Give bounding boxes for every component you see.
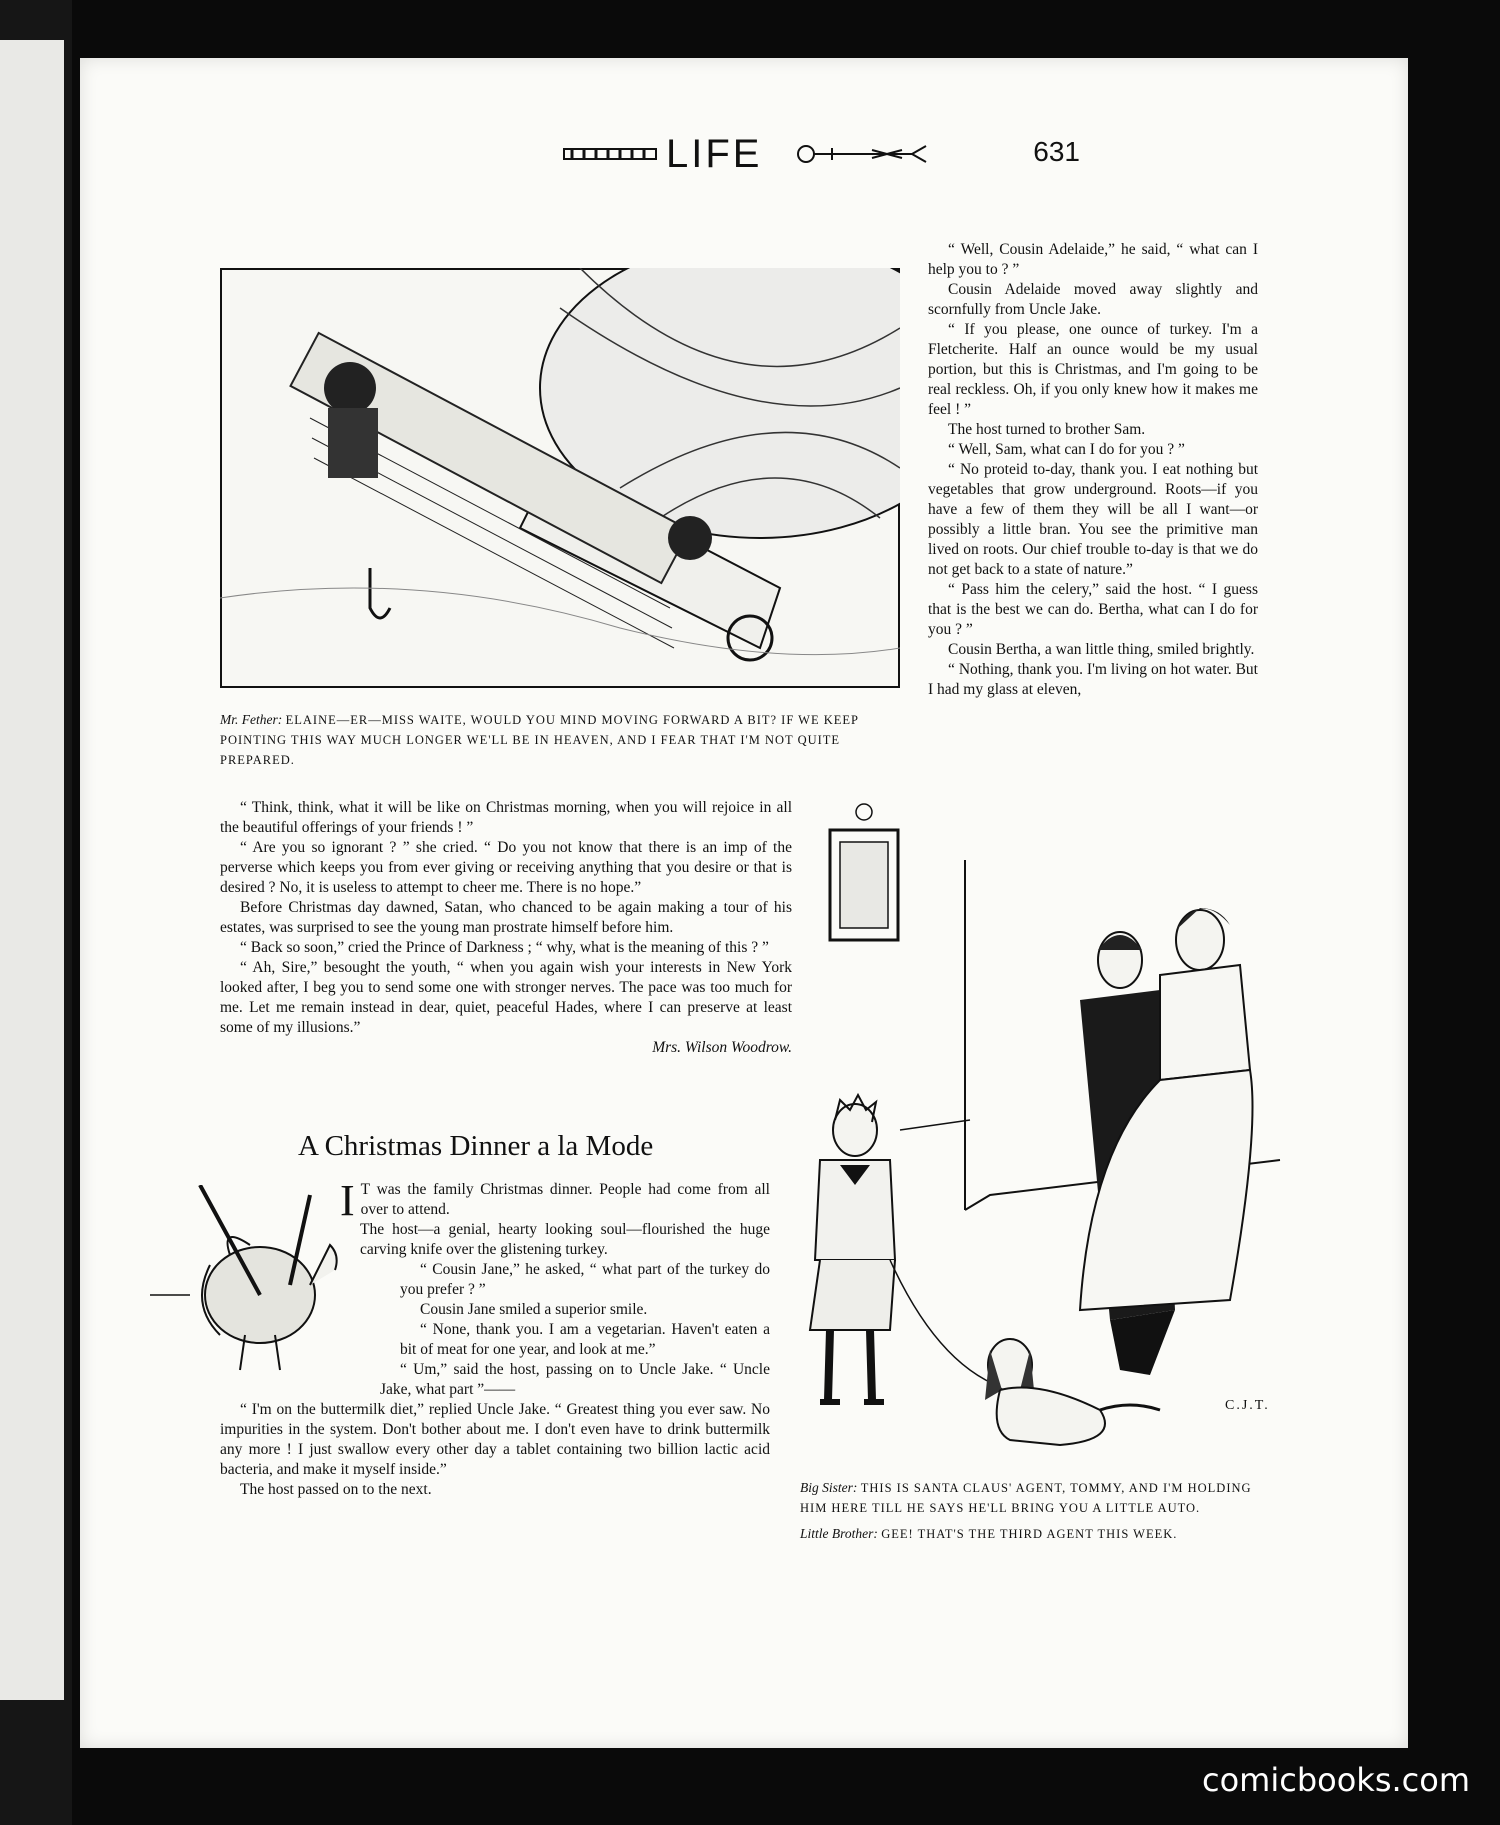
dinner-story-opening	[340, 1176, 770, 1225]
story-title: A Christmas Dinner a la Mode	[298, 1130, 654, 1162]
page-number: 631	[1033, 136, 1080, 167]
story-line: “ None, thank you. I am a vegetarian. Haven't eaten a bit of meat for one year, and look at me.”	[400, 1321, 770, 1358]
family-caption	[800, 1478, 1280, 1544]
page-header	[560, 132, 1080, 182]
story-paragraph: “ Think, think, what it will be like on Christmas morning, when you will rejoice in all the beautiful offerings of your friends ! ”	[220, 799, 792, 836]
story-line: “ Um,” said the host, passing on to Uncle Jake. “ Uncle Jake, what part ”——	[380, 1361, 770, 1398]
caption-speaker: Big Sister:	[800, 1480, 858, 1495]
story-line: “ I'm on the buttermilk diet,” replied Uncle Jake. “ Greatest thing you ever saw. No impurities in the system. Don't bother about me. I don't even have to drink buttermilk any more ! I just swallow every other day a tablet containing two billion lactic acid bacteria, and make it myself inside.”	[220, 1401, 770, 1478]
caption-text: GEE! THAT'S THE THIRD AGENT THIS WEEK.	[881, 1527, 1178, 1541]
story-paragraph: “ If you please, one ounce of turkey. I'm a Fletcherite. Half an ounce would be my usual portion, but this is Christmas, and I'm going to be real reckless. Oh, if you only knew how it makes me feel ! ”	[928, 321, 1258, 418]
caption-speaker: Mr. Fether:	[220, 712, 283, 727]
family-illustration	[780, 790, 1300, 1470]
story-paragraph: “ Ah, Sire,” besought the youth, “ when you again wish your interests in New York looked after, I beg you to send some one with stronger nerves. The pace was too much for me. Let me remain instead in dear, quiet, peaceful Hades, where I can preserve at least some of my illusions.”	[220, 959, 792, 1036]
story-line: “ Cousin Jane,” he asked, “ what part of the turkey do you prefer ? ”	[400, 1261, 770, 1298]
story-paragraph: Before Christmas day dawned, Satan, who chanced to be again making a tour of his estates, was surprised to see the young man prostrate himself before him.	[220, 899, 792, 936]
satan-story	[220, 798, 792, 1058]
story-paragraph: “ No proteid to-day, thank you. I eat nothing but vegetables that grow underground. Roots—if you have a few of them they will be all I want—or possibly a little bran. You see the primitive man lived on roots. Our chief trouble to-day is that we do not get back to a state of nature.”	[928, 461, 1258, 578]
airship-caption	[220, 710, 910, 770]
facing-page-edge	[0, 40, 64, 1700]
story-paragraph: “ Well, Cousin Adelaide,” he said, “ what can I help you to ? ”	[928, 241, 1258, 278]
airship-drawing	[220, 268, 900, 688]
artist-signature: C.J.T.	[1225, 1398, 1270, 1413]
header-ornament-left-icon	[560, 144, 660, 164]
caption-text: THIS IS SANTA CLAUS' AGENT, TOMMY, AND I'M HOLDING HIM HERE TILL HE SAYS HE'LL BRING YOU A LITTLE AUTO.	[800, 1481, 1252, 1515]
story-paragraph: “ Pass him the celery,” said the host. “ I guess that is the best we can do. Bertha, what can I do for you ? ”	[928, 581, 1258, 638]
caption-line-little-brother	[800, 1524, 1280, 1544]
story-paragraph: Cousin Bertha, a wan little thing, smiled brightly.	[948, 641, 1255, 658]
story-line: T was the family Christmas dinner. People had come from all over to attend.	[360, 1181, 770, 1218]
caption-speaker: Little Brother:	[800, 1526, 878, 1541]
caption-line-big-sister	[800, 1478, 1280, 1518]
caption-text: ELAINE—ER—MISS WAITE, WOULD YOU MIND MOVING FORWARD A BIT? IF WE KEEP POINTING THIS WAY MUCH LONGER WE'LL BE IN HEAVEN, AND I FEAR THAT I'M NOT QUITE PREPARED.	[220, 713, 859, 767]
watermark: comicbooks.com	[1201, 1761, 1470, 1799]
author-signature: Mrs. Wilson Woodrow.	[652, 1039, 792, 1056]
story-paragraph: The host turned to brother Sam.	[948, 421, 1146, 438]
right-column-text	[928, 240, 1258, 700]
family-drawing	[780, 790, 1300, 1470]
story-paragraph: “ Nothing, thank you. I'm living on hot water. But I had my glass at eleven,	[928, 661, 1258, 698]
story-paragraph: “ Well, Sam, what can I do for you ? ”	[948, 441, 1185, 458]
story-paragraph: Cousin Adelaide moved away slightly and scornfully from Uncle Jake.	[928, 281, 1258, 318]
story-line: The host passed on to the next.	[240, 1481, 432, 1498]
story-line: Cousin Jane smiled a superior smile.	[420, 1301, 648, 1318]
story-line: The host—a genial, hearty looking soul—flourished the huge carving knife over the glistening turkey.	[360, 1221, 770, 1258]
dinner-story	[220, 1176, 770, 1500]
story-paragraph: “ Are you so ignorant ? ” she cried. “ Do you not know that there is an imp of the perverse which keeps you from ever giving or receiving anything that you desire or that is desired ? No, it is useless to attempt to cheer me. There is no hope.”	[220, 839, 792, 896]
header-ornament-right-icon	[792, 136, 932, 172]
drop-cap: I	[340, 1176, 355, 1225]
magazine-title: LIFE	[666, 132, 763, 176]
airship-illustration	[220, 268, 900, 688]
story-paragraph: “ Back so soon,” cried the Prince of Darkness ; “ why, what is the meaning of this ? ”	[240, 939, 769, 956]
